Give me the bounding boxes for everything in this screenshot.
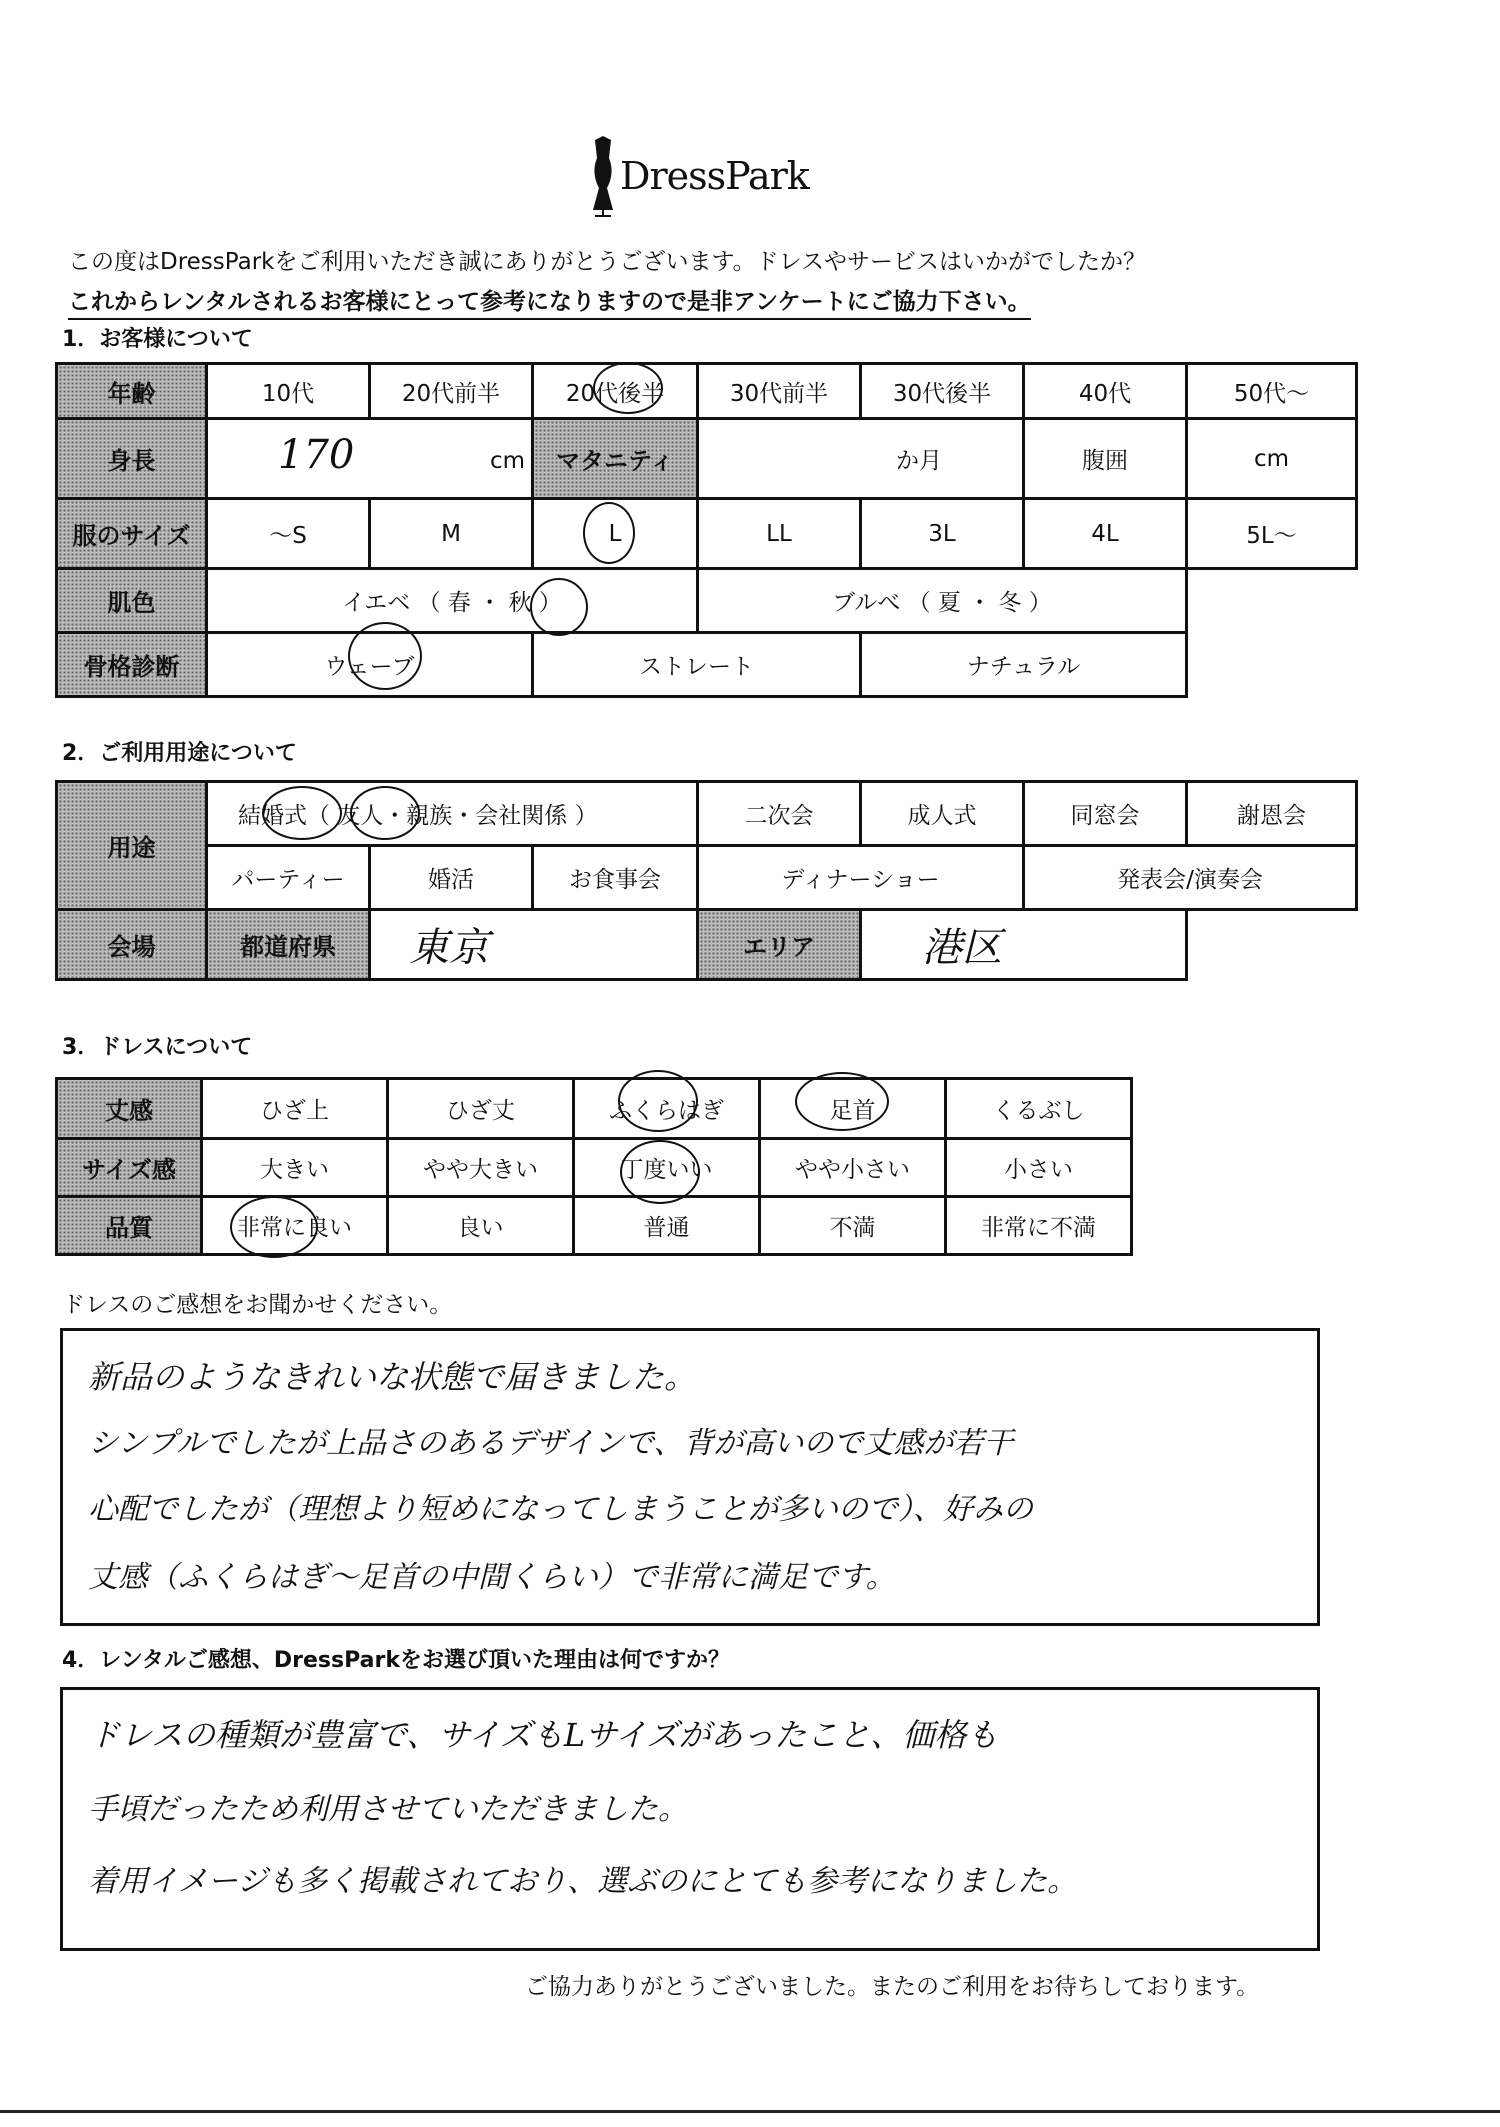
purpose-option[interactable]: 二次会 xyxy=(698,782,861,846)
length-option-selected[interactable]: ふくらはぎ xyxy=(574,1079,760,1139)
age-option[interactable]: 50代～ xyxy=(1187,364,1357,419)
quality-option[interactable]: 非常に不満 xyxy=(946,1197,1132,1255)
size-label: 服のサイズ xyxy=(57,499,207,569)
skin-blue-option[interactable]: ブルべ （ 夏 ・ 冬 ） xyxy=(698,569,1187,633)
area-field[interactable] xyxy=(861,910,1187,980)
quality-label: 品質 xyxy=(57,1197,202,1255)
size-option-selected[interactable]: L xyxy=(533,499,698,569)
closing-message: ご協力ありがとうございました。またのご利用をお待ちしております。 xyxy=(525,1974,1260,2000)
purpose-option[interactable]: 婚活 xyxy=(370,846,533,910)
selection-circle-icon xyxy=(348,622,422,690)
size-option[interactable]: 3L xyxy=(861,499,1024,569)
dress-comment-line: シンプルでしたが上品さのあるデザインで、背が高いので丈感が若干 xyxy=(88,1426,1014,1461)
intro-request-text: これからレンタルされるお客様にとって参考になりますので是非アンケートにご協力下さい。 xyxy=(68,283,1031,320)
purpose-option[interactable]: ディナーショー xyxy=(698,846,1024,910)
venue-label: 会場 xyxy=(57,910,207,980)
length-label: 丈感 xyxy=(57,1079,202,1139)
prefecture-label: 都道府県 xyxy=(207,910,370,980)
size-option[interactable]: 5L～ xyxy=(1187,499,1357,569)
frame-option[interactable]: ストレート xyxy=(533,633,861,697)
area-value: 港区 xyxy=(922,925,1002,971)
age-label: 年齢 xyxy=(57,364,207,419)
height-value: 170 xyxy=(278,432,355,478)
length-option[interactable]: くるぶし xyxy=(946,1079,1132,1139)
maternity-label: マタニティ xyxy=(533,419,698,499)
selection-circle-icon xyxy=(593,362,663,414)
age-option[interactable]: 10代 xyxy=(207,364,370,419)
waist-unit: cm xyxy=(1253,445,1290,472)
age-option[interactable]: 20代前半 xyxy=(370,364,533,419)
selection-circle-icon xyxy=(618,1070,698,1132)
scan-edge-divider xyxy=(0,2110,1500,2113)
rental-comment-line: ドレスの種類が豊富で、サイズもLサイズがあったこと、価格も xyxy=(88,1716,999,1754)
waist-field[interactable] xyxy=(1187,419,1357,499)
dress-comment-line: 新品のようなきれいな状態で届きました。 xyxy=(88,1358,697,1396)
selection-circle-icon xyxy=(530,578,588,636)
waist-label: 腹囲 xyxy=(1024,419,1187,499)
height-field[interactable] xyxy=(207,419,533,499)
section3-title: 3．ドレスについて xyxy=(62,1035,253,1060)
section1-title: 1．お客様について xyxy=(62,327,253,352)
dress-comment-line: 心配でしたが（理想より短めになってしまうことが多いので）、好みの xyxy=(88,1492,1033,1527)
age-option[interactable]: 30代後半 xyxy=(861,364,1024,419)
age-option[interactable]: 40代 xyxy=(1024,364,1187,419)
frame-label: 骨格診断 xyxy=(57,633,207,697)
purpose-label: 用途 xyxy=(57,782,207,910)
maternity-months-field[interactable] xyxy=(698,419,1024,499)
size-option[interactable]: ～S xyxy=(207,499,370,569)
fit-option[interactable]: やや小さい xyxy=(760,1139,946,1197)
selection-circle-icon xyxy=(583,502,635,564)
skin-yellow-option[interactable]: イエベ （ 春 ・ 秋 ） xyxy=(207,569,698,633)
customer-table xyxy=(55,362,1358,698)
rental-comment-line: 手頃だったため利用させていただきました。 xyxy=(88,1792,688,1827)
dress-table xyxy=(55,1077,1133,1256)
selection-circle-icon xyxy=(795,1072,889,1131)
months-unit: か月 xyxy=(896,448,942,474)
dress-comment-line: 丈感（ふくらはぎ～足首の中間くらい）で非常に満足です。 xyxy=(88,1560,896,1595)
prefecture-field[interactable] xyxy=(370,910,698,980)
quality-option-selected[interactable]: 非常に良い xyxy=(202,1197,388,1255)
intro-text: この度はDressParkをご利用いただき誠にありがとうございます。ドレスやサービスはいかがでしたか？ xyxy=(68,249,1146,275)
fit-option[interactable]: 小さい xyxy=(946,1139,1132,1197)
selection-circle-icon xyxy=(620,1140,700,1204)
quality-option[interactable]: 普通 xyxy=(574,1197,760,1255)
length-option[interactable]: ひざ丈 xyxy=(388,1079,574,1139)
size-option[interactable]: 4L xyxy=(1024,499,1187,569)
length-option[interactable]: ひざ上 xyxy=(202,1079,388,1139)
fit-option[interactable]: 大きい xyxy=(202,1139,388,1197)
purpose-option[interactable]: 謝恩会 xyxy=(1187,782,1357,846)
size-option[interactable]: LL xyxy=(698,499,861,569)
size-option[interactable]: M xyxy=(370,499,533,569)
purpose-wedding-option[interactable]: 結婚式（ 友人・親族・会社関係 ） xyxy=(207,782,698,846)
brand-name: DressPark xyxy=(620,154,809,198)
area-label: エリア xyxy=(698,910,861,980)
fit-option-selected[interactable]: 丁度いい xyxy=(574,1139,760,1197)
rental-comment-line: 着用イメージも多く掲載されており、選ぶのにとても参考になりました。 xyxy=(88,1864,1078,1899)
age-option-selected[interactable]: 20代後半 xyxy=(533,364,698,419)
dress-comment-label: ドレスのご感想をお聞かせください。 xyxy=(62,1292,453,1318)
purpose-option[interactable]: 発表会/演奏会 xyxy=(1024,846,1357,910)
purpose-option[interactable]: 同窓会 xyxy=(1024,782,1187,846)
height-label: 身長 xyxy=(57,419,207,499)
prefecture-value: 東京 xyxy=(409,925,489,971)
quality-option[interactable]: 不満 xyxy=(760,1197,946,1255)
section2-title: 2．ご利用用途について xyxy=(62,741,297,766)
fit-label: サイズ感 xyxy=(57,1139,202,1197)
section4-title: 4．レンタルご感想、DressParkをお選び頂いた理由は何ですか？ xyxy=(62,1648,730,1673)
selection-circle-icon xyxy=(350,786,420,840)
purpose-table xyxy=(55,780,1358,981)
skin-label: 肌色 xyxy=(57,569,207,633)
frame-option[interactable]: ナチュラル xyxy=(861,633,1187,697)
purpose-option[interactable]: パーティー xyxy=(207,846,370,910)
age-option[interactable]: 30代前半 xyxy=(698,364,861,419)
quality-option[interactable]: 良い xyxy=(388,1197,574,1255)
height-unit: cm xyxy=(489,448,525,474)
frame-option-selected[interactable]: ウェーブ xyxy=(207,633,533,697)
purpose-option[interactable]: 成人式 xyxy=(861,782,1024,846)
selection-circle-icon xyxy=(262,786,342,840)
fit-option[interactable]: やや大きい xyxy=(388,1139,574,1197)
purpose-option[interactable]: お食事会 xyxy=(533,846,698,910)
selection-circle-icon xyxy=(230,1196,318,1258)
length-option-selected[interactable]: 足首 xyxy=(760,1079,946,1139)
